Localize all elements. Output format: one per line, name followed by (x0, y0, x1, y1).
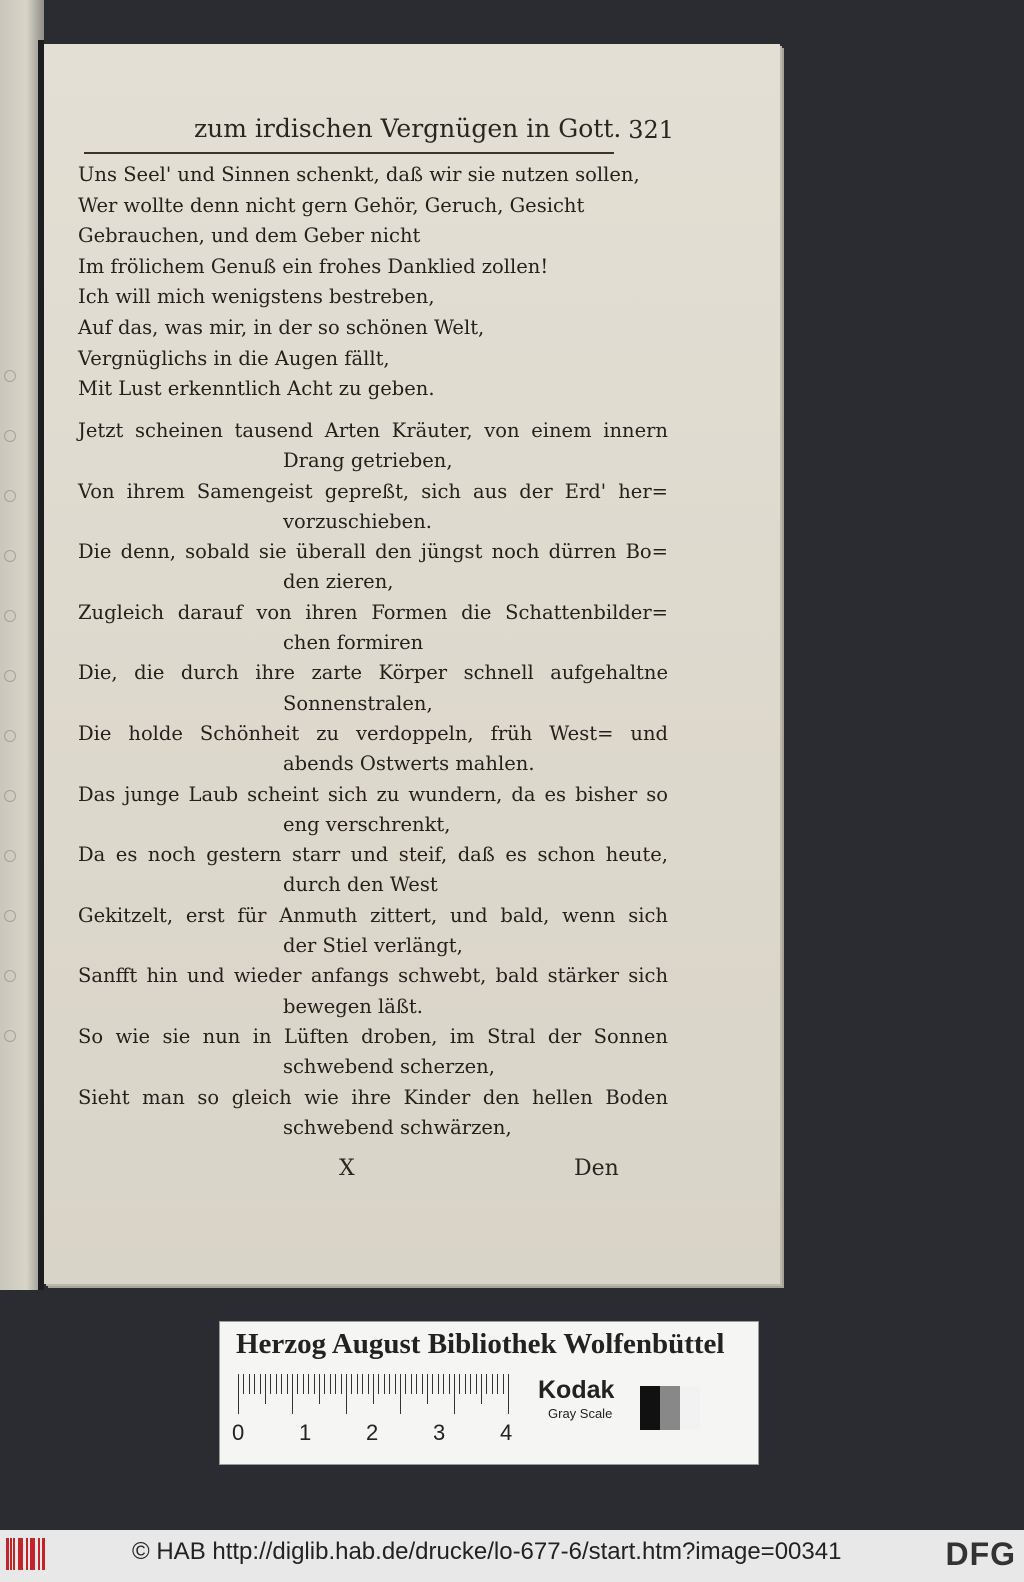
ruler-tick (303, 1374, 304, 1394)
ruler-number: 2 (366, 1420, 379, 1445)
library-name: Herzog August Bibliothek Wolfenbüttel (236, 1328, 725, 1360)
header-rule (84, 152, 614, 154)
ruler-tick (443, 1374, 444, 1394)
verse-line: Die denn, sobald sie überall den jüngst noch dürren Bo= (78, 540, 668, 564)
verse-line: Wer wollte denn nicht gern Gehör, Geruch, Gesicht (78, 193, 585, 217)
barcode-bar (6, 1538, 9, 1570)
ruler-number: 3 (433, 1420, 446, 1445)
verse-line: Mit Lust erkenntlich Acht zu geben. (78, 377, 435, 401)
ruler-tick (341, 1374, 342, 1394)
ruler-tick (308, 1374, 309, 1394)
verse-line: Auf das, was mir, in der so schönen Welt, (78, 315, 485, 339)
ruler-tick (486, 1374, 487, 1394)
ruler-tick (292, 1374, 293, 1414)
dfg-logo: DFG (945, 1536, 1016, 1572)
ruler-tick (416, 1374, 417, 1394)
barcode-bar (38, 1538, 40, 1570)
ruler-tick (389, 1374, 390, 1394)
bleed-through-mark (4, 610, 16, 622)
signature-mark: X (339, 1156, 355, 1181)
verse-continuation: Drang getrieben, (283, 449, 453, 473)
ruler-tick (243, 1374, 244, 1394)
bleed-through-mark (4, 370, 16, 382)
ruler-tick (503, 1374, 504, 1394)
ruler-tick (454, 1374, 455, 1414)
verse-continuation: eng verschrenkt, (283, 812, 451, 836)
verse-continuation: chen formiren (283, 631, 424, 655)
ruler-tick (281, 1374, 282, 1394)
bleed-through-mark (4, 430, 16, 442)
verse-continuation: Sonnenstralen, (283, 691, 433, 715)
ruler-tick (351, 1374, 352, 1394)
ruler-tick (297, 1374, 298, 1394)
verse-line: Die holde Schönheit zu verdoppeln, früh West= und (78, 721, 668, 745)
verse-continuation: abends Ostwerts mahlen. (283, 752, 535, 776)
ruler-tick (249, 1374, 250, 1394)
ruler-tick (459, 1374, 460, 1394)
bleed-through-mark (4, 670, 16, 682)
ruler-number: 1 (299, 1420, 312, 1445)
ruler-tick (465, 1374, 466, 1394)
barcode-bar (10, 1538, 12, 1570)
page-number: 321 (628, 116, 674, 144)
ruler-number: 0 (232, 1420, 245, 1445)
ruler-tick (432, 1374, 433, 1394)
verse-line: Im frölichem Genuß ein frohes Danklied zollen! (78, 254, 549, 278)
ruler-tick (335, 1374, 336, 1394)
verse-line: Zugleich darauf von ihren Formen die Schattenbilder= (78, 600, 668, 624)
ruler-tick (270, 1374, 271, 1394)
ruler-tick (449, 1374, 450, 1394)
ruler-tick (346, 1374, 347, 1414)
bleed-through-mark (4, 970, 16, 982)
bleed-through-mark (4, 550, 16, 562)
viewer-footer (0, 1530, 1024, 1582)
verse-line: Vergnüglichs in die Augen fällt, (78, 346, 390, 370)
ruler-tick (481, 1374, 482, 1404)
running-title: zum irdischen Vergnügen in Gott. (194, 114, 622, 143)
color-calibration-card (219, 1321, 759, 1465)
ruler-tick (384, 1374, 385, 1394)
verse-continuation: schwebend schwärzen, (283, 1115, 512, 1139)
ruler-tick (411, 1374, 412, 1394)
ruler-numbers (232, 1420, 532, 1450)
barcode-bar (21, 1538, 23, 1570)
running-head (84, 114, 674, 150)
bleed-through-mark (4, 790, 16, 802)
ruler-tick (330, 1374, 331, 1394)
kodak-logo: Kodak (538, 1376, 615, 1404)
verse-line: Sanfft hin und wieder anfangs schwebt, bald stärker sich (78, 964, 668, 988)
stanza-2 (78, 416, 668, 1143)
verse-line: Da es noch gestern starr und steif, daß es schon heute, (78, 843, 668, 867)
ruler-tick (357, 1374, 358, 1394)
verse-continuation: durch den West (283, 873, 438, 897)
ruler-tick (368, 1374, 369, 1394)
gray-swatch (660, 1386, 680, 1430)
gray-scale-label: Gray Scale (548, 1406, 613, 1421)
verse-continuation: den zieren, (283, 570, 394, 594)
verse-line: Das junge Laub scheint sich zu wundern, da es bisher so (78, 782, 668, 806)
ruler-tick (438, 1374, 439, 1394)
ruler-tick (238, 1374, 239, 1414)
ruler-tick (265, 1374, 266, 1404)
barcode-bar (26, 1538, 28, 1570)
ruler-tick (476, 1374, 477, 1394)
bleed-through-mark (4, 490, 16, 502)
verse-line: Die, die durch ihre zarte Körper schnell aufgehaltne (78, 661, 668, 685)
barcode-bar (33, 1538, 35, 1570)
ruler-tick (287, 1374, 288, 1394)
verse-line: Von ihrem Samengeist gepreßt, sich aus der Erd' her= (78, 479, 668, 503)
ruler-tick (492, 1374, 493, 1394)
verse-line: So wie sie nun in Lüften droben, im Stral der Sonnen (78, 1024, 668, 1048)
verse-line: Ich will mich wenigstens bestreben, (78, 285, 435, 309)
bleed-through-mark (4, 730, 16, 742)
verse-continuation: bewegen läßt. (283, 994, 423, 1018)
ruler-tick (276, 1374, 277, 1394)
ruler-number: 4 (500, 1420, 513, 1445)
verse-continuation: vorzuschieben. (283, 509, 432, 533)
bleed-through-mark (4, 850, 16, 862)
ruler-tick (319, 1374, 320, 1404)
barcode-icon (6, 1538, 46, 1570)
ruler-tick (422, 1374, 423, 1394)
ruler-tick (508, 1374, 509, 1414)
book-page (44, 44, 780, 1284)
source-credit[interactable]: © HAB http://diglib.hab.de/drucke/lo-677-6/start.htm?image=00341 (132, 1538, 842, 1565)
ruler-tick (405, 1374, 406, 1394)
ruler-tick (378, 1374, 379, 1394)
verse-line: Gebrauchen, und dem Geber nicht (78, 224, 421, 248)
catchword: Den (574, 1156, 619, 1181)
ruler-tick (314, 1374, 315, 1394)
verse-line: Uns Seel' und Sinnen schenkt, daß wir sie nutzen sollen, (78, 163, 640, 186)
ruler-tick (427, 1374, 428, 1404)
ruler-tick (373, 1374, 374, 1404)
stanza-1 (78, 160, 640, 405)
ruler-tick (362, 1374, 363, 1394)
ruler-tick (324, 1374, 325, 1394)
scale-ruler (238, 1374, 516, 1418)
verse-continuation: schwebend scherzen, (283, 1055, 495, 1079)
gray-swatch (680, 1386, 700, 1430)
verse-line: Gekitzelt, erst für Anmuth zittert, und bald, wenn sich (78, 903, 668, 927)
ruler-tick (497, 1374, 498, 1394)
barcode-bar (42, 1538, 45, 1570)
verse-line: Sieht man so gleich wie ihre Kinder den hellen Boden (78, 1085, 668, 1109)
ruler-tick (254, 1374, 255, 1394)
ruler-tick (470, 1374, 471, 1394)
bleed-through-mark (4, 910, 16, 922)
verse-line: Jetzt scheinen tausend Arten Kräuter, von einem innern (78, 419, 668, 442)
verse-continuation: der Stiel verlängt, (283, 934, 463, 958)
bleed-through-mark (4, 1030, 16, 1042)
barcode-bar (13, 1538, 15, 1570)
ruler-tick (260, 1374, 261, 1394)
ruler-tick (395, 1374, 396, 1394)
gray-swatch (640, 1386, 660, 1430)
ruler-tick (400, 1374, 401, 1414)
